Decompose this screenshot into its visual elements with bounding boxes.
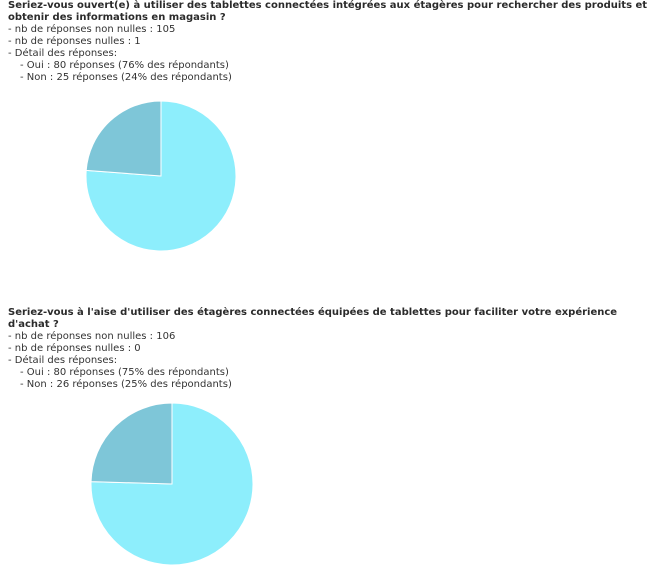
question-1-details-label: - Détail des réponses: (8, 48, 118, 59)
pie-slice-non (91, 403, 172, 484)
question-2-null-count: - nb de réponses nulles : 0 (8, 343, 141, 354)
question-1-answer-non: - Non : 25 réponses (24% des répondants) (20, 72, 232, 83)
question-1-pie-chart (80, 95, 242, 257)
question-1-title: Seriez-vous ouvert(e) à utiliser des tablettes connectées intégrées aux étagères pour rechercher des produits et obtenir des informations en magasin ? (8, 0, 648, 23)
question-1 (8, 0, 648, 84)
question-1-answer-oui: - Oui : 80 réponses (76% des répondants) (20, 60, 229, 71)
pie-slice-non (86, 101, 161, 176)
question-2-details-label: - Détail des réponses: (8, 355, 118, 366)
question-2-title: Seriez-vous à l'aise d'utiliser des étagères connectées équipées de tablettes pour faciliter votre expérience d'achat ? (8, 307, 618, 330)
question-1-null-count: - nb de réponses nulles : 1 (8, 36, 141, 47)
question-2-pie-chart (86, 398, 258, 570)
question-2-non-null-count: - nb de réponses non nulles : 106 (8, 331, 176, 342)
question-2 (8, 307, 648, 391)
question-1-non-null-count: - nb de réponses non nulles : 105 (8, 24, 176, 35)
question-2-answer-oui: - Oui : 80 réponses (75% des répondants) (20, 367, 229, 378)
question-2-answer-non: - Non : 26 réponses (25% des répondants) (20, 379, 232, 390)
